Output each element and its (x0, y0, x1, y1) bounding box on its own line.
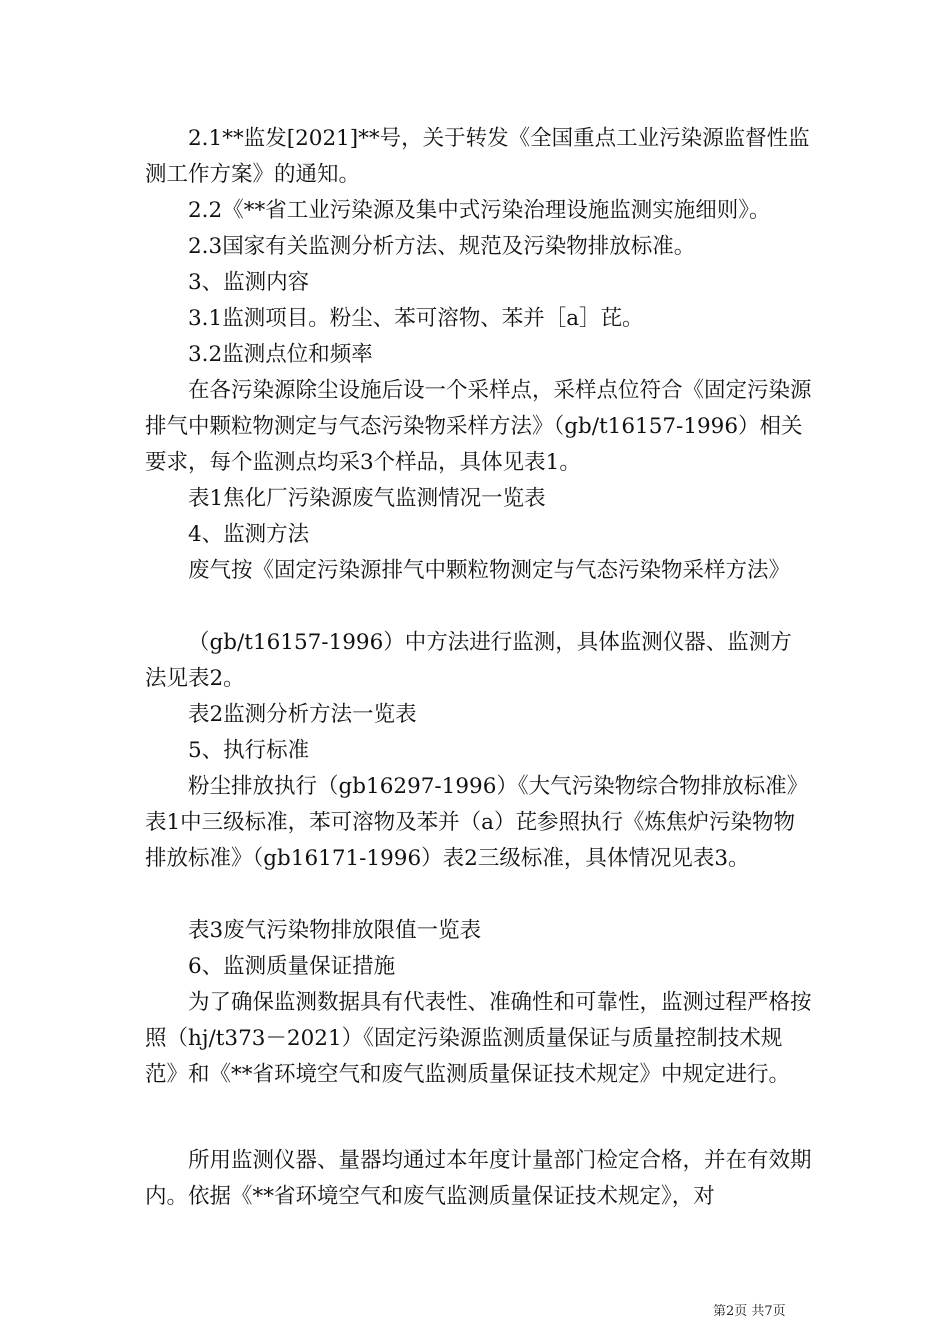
paragraph-2-2: 2.2《**省工业污染源及集中式污染治理设施监测实施细则》。 (188, 198, 771, 223)
paragraph-instruments: 所用监测仪器、量器均通过本年度计量部门检定合格，并在有效期内。依据《**省环境空气和废气监测质量保证技术规定》，对 (145, 1148, 812, 1209)
table-3-caption: 表3废气污染物排放限值一览表 (188, 918, 482, 943)
paragraph-2-3: 2.3国家有关监测分析方法、规范及污染物排放标准。 (188, 234, 696, 259)
section-heading-3: 3、监测内容 (188, 270, 310, 295)
section-heading-4: 4、监测方法 (188, 522, 310, 547)
paragraph-2-1: 2.1**监发[2021]**号，关于转发《全国重点工业污染源监督性监测工作方案》的通知。 (145, 126, 810, 187)
page-number: 第2页 共7页 (713, 1304, 786, 1319)
table-2-caption: 表2监测分析方法一览表 (188, 702, 417, 727)
paragraph-emission-standard: 粉尘排放执行（gb16297-1996）《大气污染物综合物排放标准》表1中三级标准，苯可溶物及苯并（a）芘参照执行《炼焦炉污染物物排放标准》（gb16171-1996）表2三级标准，具体情况见表3。 (145, 774, 809, 871)
paragraph-quality-assurance: 为了确保监测数据具有代表性、准确性和可靠性，监测过程严格按照（hj/t373－2021）《固定污染源监测质量保证与质量控制技术规范》和《**省环境空气和废气监测质量保证技术规定》中规定进行。 (145, 990, 812, 1087)
section-heading-5: 5、执行标准 (188, 738, 310, 763)
table-1-caption: 表1焦化厂污染源废气监测情况一览表 (188, 486, 546, 511)
paragraph-method-standard: （gb/t16157-1996）中方法进行监测，具体监测仪器、监测方法见表2。 (145, 630, 792, 691)
paragraph-exhaust-method: 废气按《固定污染源排气中颗粒物测定与气态污染物采样方法》 (188, 558, 791, 583)
paragraph-sampling-points: 在各污染源除尘设施后设一个采样点，采样点位符合《固定污染源排气中颗粒物测定与气态污染物采样方法》（gb/t16157-1996）相关要求，每个监测点均采3个样品，具体见表1。 (145, 378, 812, 475)
paragraph-3-2: 3.2监测点位和频率 (188, 342, 373, 367)
paragraph-3-1: 3.1监测项目。粉尘、苯可溶物、苯并［a］芘。 (188, 306, 644, 331)
section-heading-6: 6、监测质量保证措施 (188, 954, 396, 979)
